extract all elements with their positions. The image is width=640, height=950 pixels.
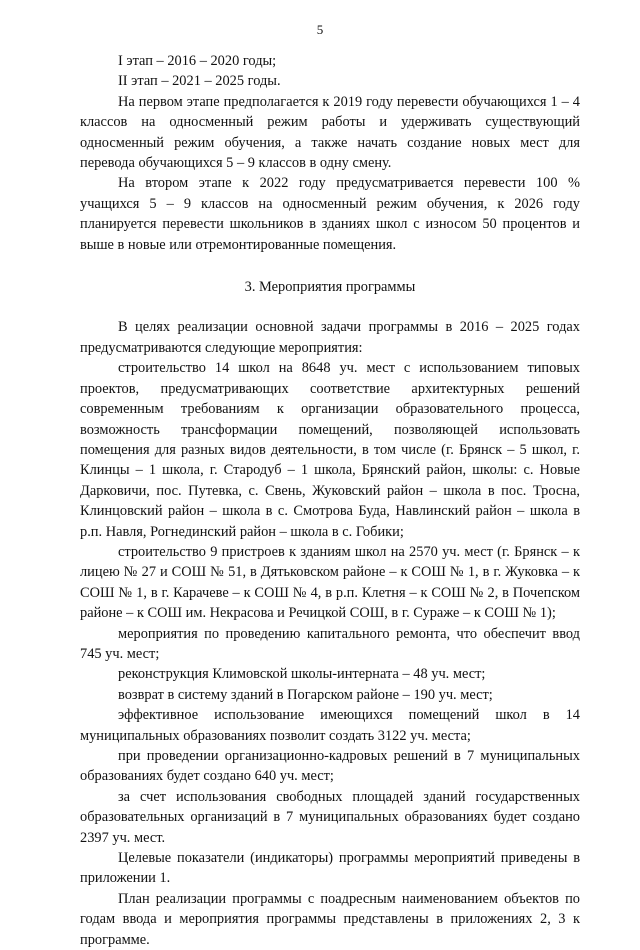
paragraph-second-stage: На втором этапе к 2022 году предусматривается перевести 100 % учащихся 5 – 9 классов на односменный режим обучения, к 2026 году планируется перевести школьников в зданиях школ с износом 50 процентов и выше в новые или отремонтированные помещения. [80,175,580,253]
paragraph-plan: План реализации программы с поадресным наименованием объектов по годам ввода и мероприятия программы представлены в приложениях 2, 3 к программе. [80,890,580,948]
paragraph-intro: В целях реализации основной задачи программы в 2016 – 2025 годах предусматриваются следующие мероприятия: [80,319,580,356]
paragraph-schools-construction: строительство 14 школ на 8648 уч. мест с использованием типовых проектов, предусматривающих соответствие архитектурных решений современным требованиям к организации образовательного процесса, возможность трансформации помещений, позволяющей использовать помещения для разных видов деятельности, в том числе (г. Брянск – 5 школ, г. Клинцы – 1 школа, г. Стародуб – 1 школа, Брянский район, школы: с. Новые Дарковичи, пос. Путевка, с. Свень, Жуковский район – школа в пос. Тросна, Клинцовский район – школа в с. Смотрова Буда, Навлинский район – школа в р.п. Навля, Рогнединский район – школа в с. Гобики; [80,360,580,540]
paragraph-free-space: за счет использования свободных площадей зданий государственных образовательных организаций в 7 муниципальных образованиях будет создано 2397 уч. мест. [80,788,580,846]
paragraph-first-stage: На первом этапе предполагается к 2019 году перевести обучающихся 1 – 4 классов на односменный режим работы и удерживать существующий односменный режим обучения, а также начать создание новых мест для перевода обучающихся 5 – 9 классов в одну смену. [80,93,580,172]
paragraph-reconstruction: реконструкция Климовской школы-интерната – 48 уч. мест; [118,666,486,683]
paragraph-efficient-use: эффективное использование имеющихся помещений школ в 14 муниципальных образованиях позволит создать 3122 уч. места; [80,707,580,744]
paragraph-org-decisions: при проведении организационно-кадровых решений в 7 муниципальных образованиях будет создано 640 уч. мест; [80,748,580,785]
paragraph-capital-repair: мероприятия по проведению капитального ремонта, что обеспечит ввод 745 уч. мест; [80,625,580,662]
document-body [80,51,580,950]
stage-2-line: II этап – 2021 – 2025 годы. [118,73,281,90]
paragraph-return-buildings: возврат в систему зданий в Погарском районе – 190 уч. мест; [118,686,493,703]
section-heading: 3. Мероприятия программы [244,279,416,296]
paragraph-extensions: строительство 9 пристроев к зданиям школ на 2570 уч. мест (г. Брянск – к лицею № 27 и СОШ № 51, в Дятьковском районе – к СОШ № 1, в г. Жуковка – к СОШ № 1, в г. Карачеве – к СОШ № 4, в р.п. Клетня – к СОШ № 2, в Почепском районе – к СОШ им. Некрасова и Речицкой СОШ, в г. Сураже – к СОШ № 1); [80,543,580,622]
page-number: 5 [316,22,324,37]
paragraph-indicators: Целевые показатели (индикаторы) программы мероприятий приведены в приложении 1. [80,850,580,887]
stage-1-line: I этап – 2016 – 2020 годы; [118,53,277,69]
